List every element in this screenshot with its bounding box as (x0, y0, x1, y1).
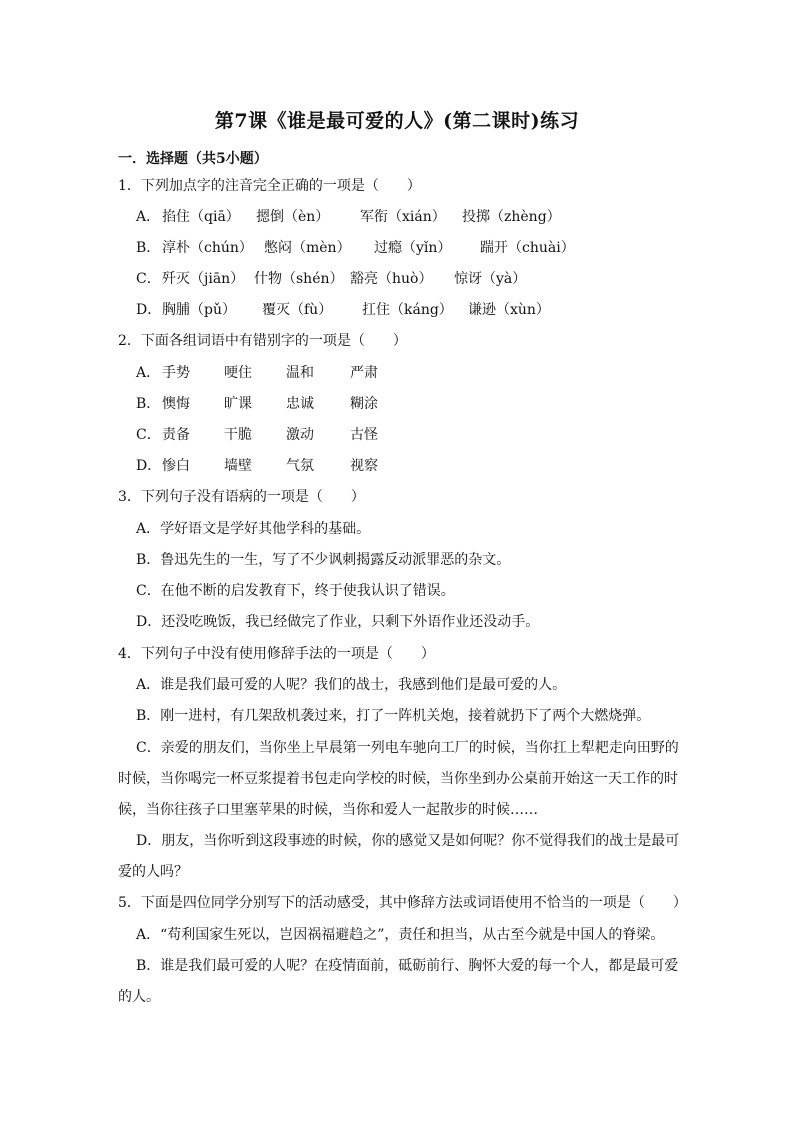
question-3-option-b: B．鲁迅先生的一生，写了不少讽刺揭露反动派罪恶的杂文。 (136, 552, 511, 568)
question-3-option-d: D．还没吃晚饭，我已经做完了作业，只剩下外语作业还没动手。 (136, 614, 540, 630)
option-item: 温和 (286, 365, 314, 381)
option-item: 惊讶（yà） (454, 271, 527, 287)
option-item: 视察 (350, 458, 378, 474)
section-heading: 一．选择题（共5小题） (118, 151, 268, 167)
question-3-stem: 3．下列句子没有语病的一项是（ ） (118, 489, 365, 505)
option-item: 手势 (162, 365, 190, 381)
question-4-option-c-line3: 候，当你往孩子口里塞苹果的时候，当你和爱人一起散步的时候…… (118, 802, 538, 818)
question-5-option-b-line1: B．谁是我们最可爱的人呢？在疫情面前，砥砺前行、胸怀大爱的每一个人，都是最可爱 (136, 958, 679, 974)
option-item: 覆灭（fù） (262, 302, 333, 318)
option-item: 歼灭（jiān） (162, 271, 245, 287)
question-5-option-b-line2: 的人。 (118, 989, 160, 1005)
option-item: 投掷（zhèng） (462, 209, 561, 225)
question-3-option-c: C．在他不断的启发教育下，终于使我认识了错误。 (136, 583, 455, 599)
question-4-option-b: B．刚一进村，有几架敌机袭过来，打了一阵机关炮，接着就扔下了两个大燃烧弹。 (136, 708, 651, 724)
option-item: 哽住 (224, 365, 252, 381)
option-label: D． (136, 458, 162, 474)
option-item: 军衔（xián） (360, 209, 446, 225)
option-item: 墙壁 (224, 458, 252, 474)
option-item: 胸脯（pǔ） (162, 302, 236, 318)
question-4-option-d-line2: 爱的人吗？ (118, 864, 188, 880)
question-2-stem: 2．下面各组词语中有错别字的一项是（ ） (118, 333, 407, 349)
option-item: 古怪 (350, 427, 378, 443)
question-4-option-a: A．谁是我们最可爱的人呢？我们的战士，我感到他们是最可爱的人。 (136, 677, 567, 693)
question-4-option-c-line2: 时候，当你喝完一杯豆浆提着书包走向学校的时候，当你坐到办公桌前开始这一天工作的时 (118, 771, 678, 787)
question-5-option-a: A．“苟利国家生死以，岂因祸福避趋之”，责任和担当，从古至今就是中国人的脊梁。 (136, 927, 665, 943)
option-item: 淳朴（chún） (162, 240, 253, 256)
option-item: 责备 (162, 427, 190, 443)
option-item: 什物（shén） (254, 271, 344, 287)
option-item: 忠诚 (286, 396, 314, 412)
option-label: C． (136, 271, 161, 287)
option-item: 过瘾（yǐn） (374, 240, 452, 256)
option-label: A． (136, 209, 161, 225)
page-title: 第7课《谁是最可爱的人》(第二课时)练习 (214, 110, 580, 132)
option-item: 扛住（káng） (362, 302, 453, 318)
option-item: 摁倒（èn） (256, 209, 330, 225)
question-1-stem: 1．下列加点字的注音完全正确的一项是（ ） (118, 178, 421, 194)
option-label: A． (136, 365, 161, 381)
option-item: 掐住（qiā） (162, 209, 240, 225)
question-4-option-c-line1: C．亲爱的朋友们，当你坐上早晨第一列电车驰向工厂的时候，当你扛上犁耙走向田野的 (136, 740, 679, 756)
option-item: 憋闷（mèn） (264, 240, 351, 256)
option-item: 谦逊（xùn） (468, 302, 550, 318)
option-item: 懊悔 (162, 396, 190, 412)
option-item: 惨白 (162, 458, 190, 474)
option-item: 激动 (286, 427, 314, 443)
option-item: 糊涂 (350, 396, 378, 412)
option-label: D． (136, 302, 162, 318)
option-item: 豁亮（huò） (350, 271, 433, 287)
option-item: 干脆 (224, 427, 252, 443)
question-3-option-a: A．学好语文是学好其他学科的基础。 (136, 521, 371, 537)
option-item: 气氛 (286, 458, 314, 474)
option-item: 严肃 (350, 365, 378, 381)
question-4-stem: 4．下列句子中没有使用修辞手法的一项是（ ） (118, 646, 435, 662)
option-label: B． (136, 240, 161, 256)
option-item: 旷课 (224, 396, 252, 412)
option-label: B． (136, 396, 161, 412)
question-5-stem: 5．下面是四位同学分别写下的活动感受，其中修辞方法或词语使用不恰当的一项是（ ） (118, 895, 687, 911)
option-item: 踹开（chuài） (480, 240, 575, 256)
option-label: C． (136, 427, 161, 443)
question-4-option-d-line1: D．朋友，当你听到这段事迹的时候，你的感觉又是如何呢？你不觉得我们的战士是最可 (136, 833, 680, 849)
